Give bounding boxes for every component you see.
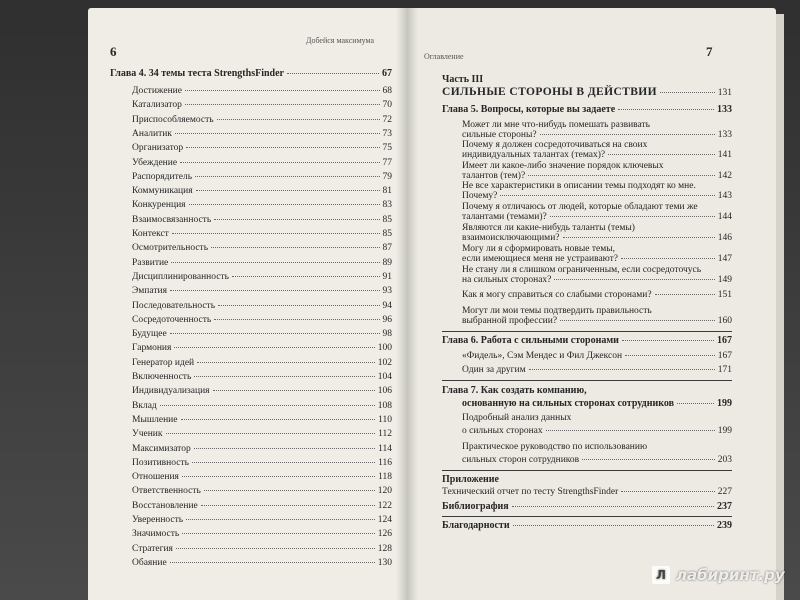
entry-title: Гармония: [132, 343, 172, 354]
dot-leader: [582, 459, 715, 460]
entry-title: Обаяние: [132, 557, 167, 568]
toc-entry: [132, 301, 392, 311]
dot-leader: [546, 430, 715, 431]
entry-title: Осмотрительность: [132, 243, 209, 254]
entry-title: Позитивность: [132, 457, 189, 468]
entry-title: Генератор идей: [132, 357, 195, 368]
entry-title-line1: Не все характеристики в описании темы подходят ко мне.: [462, 181, 696, 191]
entry-title: Уверенность: [132, 515, 184, 525]
part-title-row: [442, 86, 732, 98]
page-ref: 104: [377, 372, 392, 382]
dot-leader: [175, 133, 380, 134]
toc-entry: [132, 315, 392, 325]
page-ref: 171: [717, 365, 732, 375]
dot-leader: [560, 320, 715, 321]
page-edges: [776, 14, 784, 600]
toc-entry: [462, 130, 732, 140]
entry-title: талантов (тем)?: [462, 171, 526, 181]
toc-entry: [132, 143, 392, 153]
entry-title-line1: Имеет ли какое-либо значение порядок ключевых: [462, 161, 664, 171]
entry-title-line2: сильных сторон сотрудников: [462, 455, 580, 465]
page-ref: 96: [382, 314, 392, 325]
left-page: [88, 8, 406, 600]
dot-leader: [621, 491, 715, 492]
dot-leader: [170, 290, 380, 291]
entry-title: Катализатор: [132, 100, 182, 111]
watermark-text: лабиринт.ру: [676, 566, 785, 584]
page-ref: 108: [377, 400, 392, 411]
page-ref: 79: [382, 171, 392, 182]
entry-title: Максимизатор: [132, 443, 191, 454]
chapter-6-row: [442, 335, 732, 346]
dot-leader: [194, 448, 375, 449]
dot-leader: [232, 276, 380, 277]
entry-title: Убеждение: [132, 157, 178, 168]
toc-entry: [462, 233, 732, 243]
toc-entry: [132, 372, 392, 382]
page-ref: 237: [717, 501, 732, 512]
page-ref: 93: [382, 286, 392, 297]
entry-title: «Фидель», Сэм Мендес и Фил Джексон: [462, 351, 623, 361]
page-ref: 151: [717, 290, 732, 300]
page-ref: 81: [382, 186, 392, 197]
dot-leader: [540, 134, 715, 135]
entry-title-line2: о сильных сторонах: [462, 426, 543, 436]
chapter-title: Глава 6. Работа с сильными сторонами: [442, 335, 619, 346]
thanks-row: [442, 520, 732, 531]
page-ref: 126: [377, 529, 392, 540]
entry-title: Индивидуализация: [132, 386, 210, 397]
toc-entry: [132, 200, 392, 210]
page-ref: 130: [377, 557, 392, 568]
toc-entry: [132, 115, 392, 125]
page-ref: 144: [717, 212, 732, 222]
dot-leader: [625, 355, 715, 356]
entry-title: Вклад: [132, 400, 157, 411]
dot-leader: [201, 505, 375, 506]
toc-entry: [132, 558, 392, 568]
page-ref: 100: [377, 343, 392, 354]
page-ref: 146: [717, 233, 732, 243]
entry-title: Восстановление: [132, 500, 198, 511]
toc-entry: [462, 150, 732, 160]
entry-title-line1: Могу ли я сформировать новые темы,: [462, 244, 615, 254]
dot-leader: [196, 190, 380, 191]
page-number-left: 6: [110, 44, 117, 59]
toc-entry: [132, 472, 392, 482]
dot-leader: [500, 195, 714, 196]
entry-title: индивидуальных талантах (темах)?: [462, 150, 606, 160]
dot-leader: [618, 109, 714, 110]
page-ref: 167: [717, 351, 732, 361]
dot-leader: [513, 525, 714, 526]
page-ref: 70: [382, 100, 392, 111]
toc-entry: [462, 351, 732, 361]
entry-title-line1: Не стану ли я слишком ограниченным, если сосредоточусь: [462, 265, 702, 275]
entry-title: Один за другим: [462, 365, 526, 375]
toc-entry: [132, 243, 392, 253]
dot-leader: [176, 548, 375, 549]
toc-entry: [462, 426, 732, 436]
toc-entry: [462, 212, 732, 222]
page-ref: 167: [717, 335, 732, 346]
chapter-title-line2: основанную на сильных сторонах сотрудников: [462, 398, 674, 409]
page-ref: 87: [382, 243, 392, 254]
dot-leader: [186, 519, 375, 520]
toc-entry: [132, 343, 392, 353]
entry-title: Коммуникация: [132, 186, 193, 197]
entry-title-line1: Являются ли какие-нибудь таланты (темы): [462, 223, 635, 233]
page-ref: 203: [717, 455, 732, 465]
toc-entry: [132, 386, 392, 396]
entry-title: Распорядитель: [132, 171, 193, 182]
dot-leader: [186, 147, 379, 148]
page-ref: 67: [382, 68, 392, 79]
toc-entry: [462, 254, 732, 264]
entry-title: Контекст: [132, 229, 169, 239]
dot-leader: [180, 162, 379, 163]
page-number-right: 7: [706, 44, 713, 59]
page-ref: 106: [377, 386, 392, 397]
toc-entry: [462, 290, 732, 300]
page-ref: 128: [377, 543, 392, 554]
dot-leader: [608, 154, 715, 155]
section-divider: [442, 331, 732, 332]
entry-title: если имеющиеся меня не устраивают?: [462, 254, 619, 264]
entry-title-line1: Могут ли мои темы подтвердить правильность: [462, 306, 652, 316]
dot-leader: [554, 279, 714, 280]
chapter-title: Глава 4. 34 темы теста StrengthsFinder: [110, 68, 284, 79]
chapter-7-title-line1: Глава 7. Как создать компанию,: [442, 385, 587, 396]
entry-title: Технический отчет по тесту StrengthsFinder: [442, 487, 619, 497]
dot-leader: [192, 462, 375, 463]
dot-leader: [174, 347, 374, 348]
entry-title: взаимоисключающими?: [462, 233, 560, 243]
entry-title: Аналитик: [132, 128, 172, 139]
page-ref: 120: [377, 486, 392, 497]
page-ref: 68: [382, 86, 392, 96]
entry-title: Отношения: [132, 472, 179, 483]
toc-entry: [132, 86, 392, 96]
page-ref: 143: [717, 191, 732, 201]
dot-leader: [181, 419, 376, 420]
dot-leader: [287, 73, 379, 74]
entry-title: Последовательность: [132, 300, 216, 311]
toc-entry: [132, 172, 392, 182]
dot-leader: [550, 216, 715, 217]
page-ref: 110: [378, 414, 392, 425]
entry-title: Ответственность: [132, 486, 201, 497]
page-ref: 72: [382, 114, 392, 125]
dot-leader: [172, 233, 380, 234]
chapter-title: Глава 5. Вопросы, которые вы задаете: [442, 104, 616, 115]
page-ref: 149: [717, 275, 732, 285]
dot-leader: [195, 176, 379, 177]
dot-leader: [171, 262, 379, 263]
entry-title: Эмпатия: [132, 286, 167, 297]
entry-title: Будущее: [132, 329, 167, 340]
bibliography-title: Библиография: [442, 501, 509, 512]
page-ref: 160: [717, 316, 732, 326]
page-ref: 133: [717, 130, 732, 140]
entry-title: Организатор: [132, 143, 184, 154]
dot-leader: [160, 405, 375, 406]
toc-entry: [132, 401, 392, 411]
section-divider: [442, 516, 732, 517]
page-ref: 141: [717, 150, 732, 160]
dot-leader: [170, 333, 380, 334]
toc-entry: [132, 129, 392, 139]
toc-entry: [132, 229, 392, 239]
page-ref: 118: [378, 472, 392, 483]
page-ref: 114: [378, 443, 392, 454]
dot-leader: [622, 340, 714, 341]
dot-leader: [655, 294, 715, 295]
dot-leader: [194, 376, 374, 377]
page-ref: 239: [717, 520, 732, 531]
page-ref: 124: [377, 515, 392, 525]
toc-entry: [132, 529, 392, 539]
entry-title-line1: Почему я должен сосредоточиваться на своих: [462, 140, 648, 150]
entry-title: выбранной профессии?: [462, 316, 558, 326]
page-ref: 75: [382, 143, 392, 154]
entry-title: Сосредоточенность: [132, 314, 212, 325]
page-ref: 89: [382, 257, 392, 268]
entry-title: Конкуренция: [132, 200, 186, 211]
page-ref: 147: [717, 254, 732, 264]
entry-title: талантами (темами)?: [462, 212, 547, 222]
dot-leader: [185, 90, 380, 91]
page-ref: 91: [382, 271, 392, 282]
toc-entry: [132, 186, 392, 196]
entry-title-line1: Подробный анализ данных: [462, 413, 572, 423]
dot-leader: [213, 390, 375, 391]
toc-entry: [462, 455, 732, 465]
dot-leader: [677, 403, 714, 404]
toc-entry: [462, 316, 732, 326]
dot-leader: [182, 533, 375, 534]
chapter-4-row: [110, 68, 392, 79]
entry-title: Почему?: [462, 191, 498, 201]
page-ref: 85: [382, 214, 392, 225]
entry-title: Включенность: [132, 372, 192, 382]
dot-leader: [166, 433, 376, 434]
toc-entry: [462, 275, 732, 285]
thanks-title: Благодарности: [442, 520, 510, 531]
toc-entry: [132, 458, 392, 468]
page-ref: 142: [717, 171, 732, 181]
entry-title-line1: Почему я отличаюсь от людей, которые обладают теми же: [462, 202, 698, 212]
dot-leader: [170, 562, 375, 563]
page-ref: 199: [717, 426, 732, 436]
toc-entry: [132, 358, 392, 368]
entry-title: Достижение: [132, 86, 182, 96]
book-spine-gutter: [396, 8, 418, 600]
page-ref: 116: [378, 457, 392, 468]
entry-title: Дисциплинированность: [132, 271, 229, 282]
page-ref: 227: [717, 487, 732, 497]
toc-entry: [132, 515, 392, 525]
page-ref: 102: [377, 357, 392, 368]
chapter-7-row: [462, 398, 732, 409]
dot-leader: [621, 258, 715, 259]
toc-entry: [462, 191, 732, 201]
toc-entry: [132, 429, 392, 439]
toc-entry: [132, 329, 392, 339]
page-ref: 112: [378, 429, 392, 440]
toc-entry: [462, 171, 732, 181]
entry-title: Ученик: [132, 429, 163, 440]
section-divider: [442, 470, 732, 471]
toc-entry: [132, 501, 392, 511]
dot-leader: [563, 237, 715, 238]
entry-title-line1: Может ли мне что-нибудь помешать развивать: [462, 120, 650, 130]
page-ref: 133: [717, 104, 732, 115]
section-divider: [442, 380, 732, 381]
toc-entry: [462, 365, 732, 375]
right-page: [406, 8, 776, 600]
entry-title: Взаимосвязанность: [132, 214, 212, 225]
toc-entry: [132, 272, 392, 282]
dot-leader: [182, 476, 375, 477]
dot-leader: [218, 305, 379, 306]
running-head-left: Добейся максимума: [306, 36, 375, 45]
chapter-5-row: [442, 104, 732, 115]
dot-leader: [204, 490, 375, 491]
page-ref: 85: [382, 229, 392, 239]
page-ref: 131: [717, 88, 732, 98]
page-ref: 122: [377, 500, 392, 511]
dot-leader: [214, 219, 379, 220]
entry-title: сильные стороны?: [462, 130, 537, 140]
labirint-logo-icon: Л: [652, 566, 670, 584]
entry-title: Стратегия: [132, 543, 173, 554]
part-label: Часть III: [442, 74, 484, 85]
entry-title: Развитие: [132, 257, 169, 268]
page-ref: 83: [382, 200, 392, 211]
dot-leader: [214, 319, 379, 320]
entry-title: на сильных сторонах?: [462, 275, 552, 285]
dot-leader: [528, 175, 715, 176]
toc-entry: [132, 415, 392, 425]
page-ref: 98: [382, 329, 392, 340]
appendix-title: Приложение: [442, 474, 499, 485]
dot-leader: [529, 369, 715, 370]
watermark: [652, 566, 785, 584]
page-ref: 94: [382, 300, 392, 311]
dot-leader: [185, 104, 380, 105]
bibliography-row: [442, 501, 732, 512]
dot-leader: [189, 204, 380, 205]
dot-leader: [217, 119, 380, 120]
entry-title: Как я могу справиться со слабыми сторонами?: [462, 290, 652, 300]
page-ref: 199: [717, 398, 732, 409]
dot-leader: [197, 362, 375, 363]
page-ref: 73: [382, 128, 392, 139]
dot-leader: [660, 92, 715, 93]
toc-entry: [132, 444, 392, 454]
dot-leader: [512, 506, 714, 507]
part-title: СИЛЬНЫЕ СТОРОНЫ В ДЕЙСТВИИ: [442, 86, 657, 98]
appendix-row: [442, 487, 732, 497]
toc-entry: [132, 215, 392, 225]
entry-title: Приспособляемость: [132, 114, 214, 125]
entry-title: Мышление: [132, 414, 178, 425]
toc-entry: [132, 486, 392, 496]
toc-entry: [132, 258, 392, 268]
toc-entry: [132, 100, 392, 110]
toc-entry: [132, 158, 392, 168]
entry-title: Значимость: [132, 529, 180, 540]
entry-title-line1: Практическое руководство по использованию: [462, 442, 648, 452]
page-ref: 77: [382, 157, 392, 168]
toc-entry: [132, 544, 392, 554]
running-head-right: Оглавление: [424, 52, 464, 61]
dot-leader: [211, 247, 379, 248]
toc-entry: [132, 286, 392, 296]
